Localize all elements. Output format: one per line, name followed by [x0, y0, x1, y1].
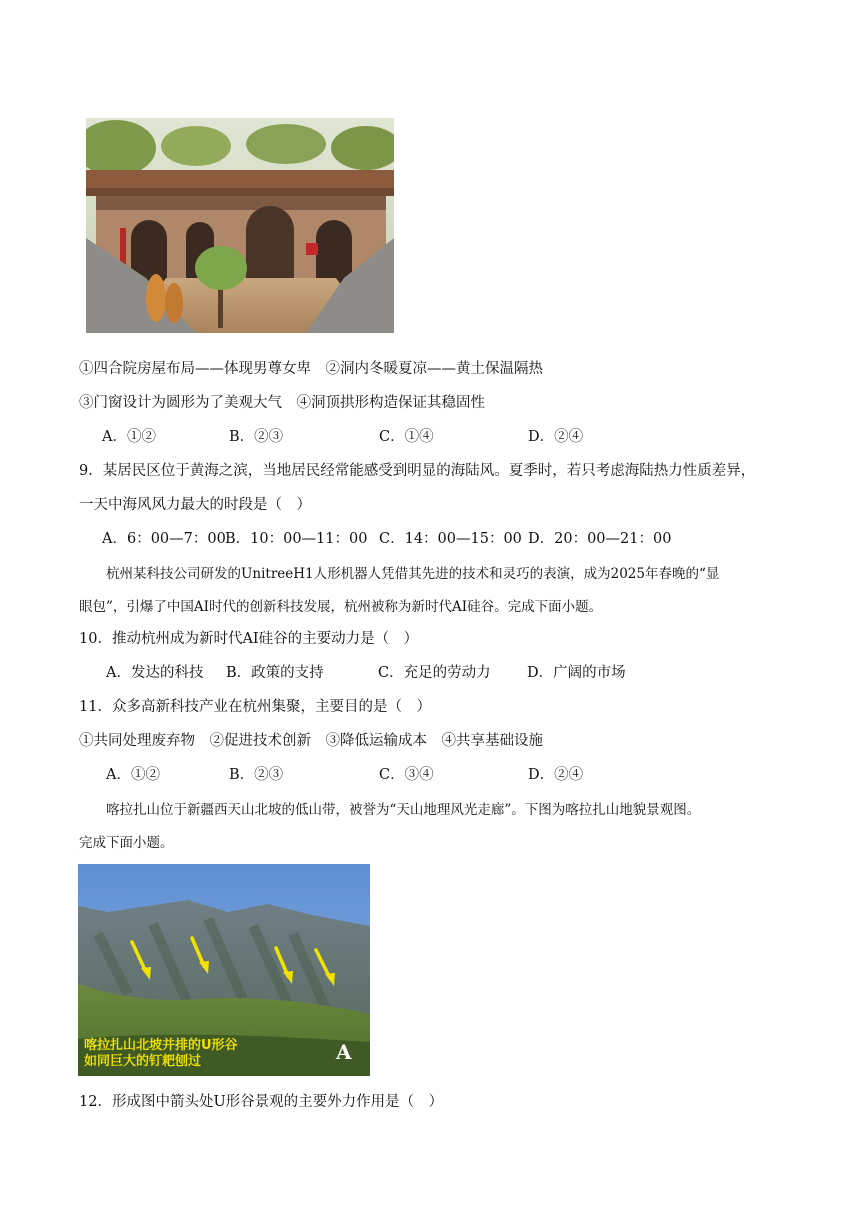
- q11-statements: ①共同处理废弃物 ②促进技术创新 ③降低运输成本 ④共享基础设施: [79, 733, 543, 749]
- q9-stem-line1: 9．某居民区位于黄海之滨，当地居民经常能感受到明显的海陆风。夏季时，若只考虑海陆热力性质差异，: [79, 463, 756, 479]
- q10-option-a[interactable]: A．发达的科技: [106, 665, 204, 681]
- q8-option-b[interactable]: B．②③: [229, 429, 284, 445]
- passage-hangzhou-line1: 杭州某科技公司研发的UnitreeH1人形机器人凭借其先进的技术和灵巧的表演，成为2025年春晚的“显: [106, 566, 720, 582]
- passage-hangzhou-line2: 眼包”，引爆了中国AI时代的创新科技发展，杭州被称为新时代AI硅谷。完成下面小题。: [79, 599, 603, 615]
- q9-option-a[interactable]: A．6：00—7：00: [102, 531, 226, 547]
- q10-stem: 10．推动杭州成为新时代AI硅谷的主要动力是（ ）: [79, 631, 419, 647]
- q8-option-a[interactable]: A．①②: [102, 429, 156, 445]
- q8-statements-line1: ①四合院房屋布局——体现男尊女卑 ②洞内冬暖夏凉——黄土保温隔热: [79, 361, 543, 377]
- q9-option-b[interactable]: B．10：00—11：00: [225, 531, 368, 547]
- q8-statements-line2: ③门窗设计为圆形为了美观大气 ④洞顶拱形构造保证其稳固性: [79, 395, 485, 411]
- q11-option-b[interactable]: B．②③: [229, 767, 284, 783]
- q11-option-c[interactable]: C．③④: [379, 767, 434, 783]
- q8-option-c[interactable]: C．①④: [379, 429, 434, 445]
- q10-option-d[interactable]: D．广阔的市场: [527, 665, 626, 681]
- q8-option-d[interactable]: D．②④: [528, 429, 584, 445]
- passage-kalazhashan-line2: 完成下面小题。: [79, 835, 174, 851]
- q11-option-a[interactable]: A．①②: [106, 767, 160, 783]
- u-valley-photo: [78, 864, 370, 1076]
- figure-caption-line2: 如同巨大的钉耙刨过: [84, 1054, 202, 1069]
- q11-stem: 11．众多高新科技产业在杭州集聚，主要目的是（ ）: [79, 699, 431, 715]
- q12-stem: 12．形成图中箭头处U形谷景观的主要外力作用是（ ）: [79, 1094, 444, 1110]
- cave-dwelling-photo: [86, 118, 394, 333]
- q9-stem-line2: 一天中海风风力最大的时段是（ ）: [79, 497, 311, 513]
- q9-option-d[interactable]: D．20：00—21：00: [528, 531, 672, 547]
- figure-corner-label: A: [336, 1040, 352, 1064]
- q11-option-d[interactable]: D．②④: [528, 767, 584, 783]
- passage-kalazhashan-line1: 喀拉扎山位于新疆西天山北坡的低山带，被誉为“天山地理风光走廊”。下图为喀拉扎山地貌景观图。: [106, 802, 701, 818]
- q10-option-b[interactable]: B．政策的支持: [226, 665, 324, 681]
- q9-option-c[interactable]: C．14：00—15：00: [379, 531, 522, 547]
- q10-option-c[interactable]: C．充足的劳动力: [378, 665, 491, 681]
- figure-caption-line1: 喀拉扎山北坡并排的U形谷: [84, 1038, 238, 1053]
